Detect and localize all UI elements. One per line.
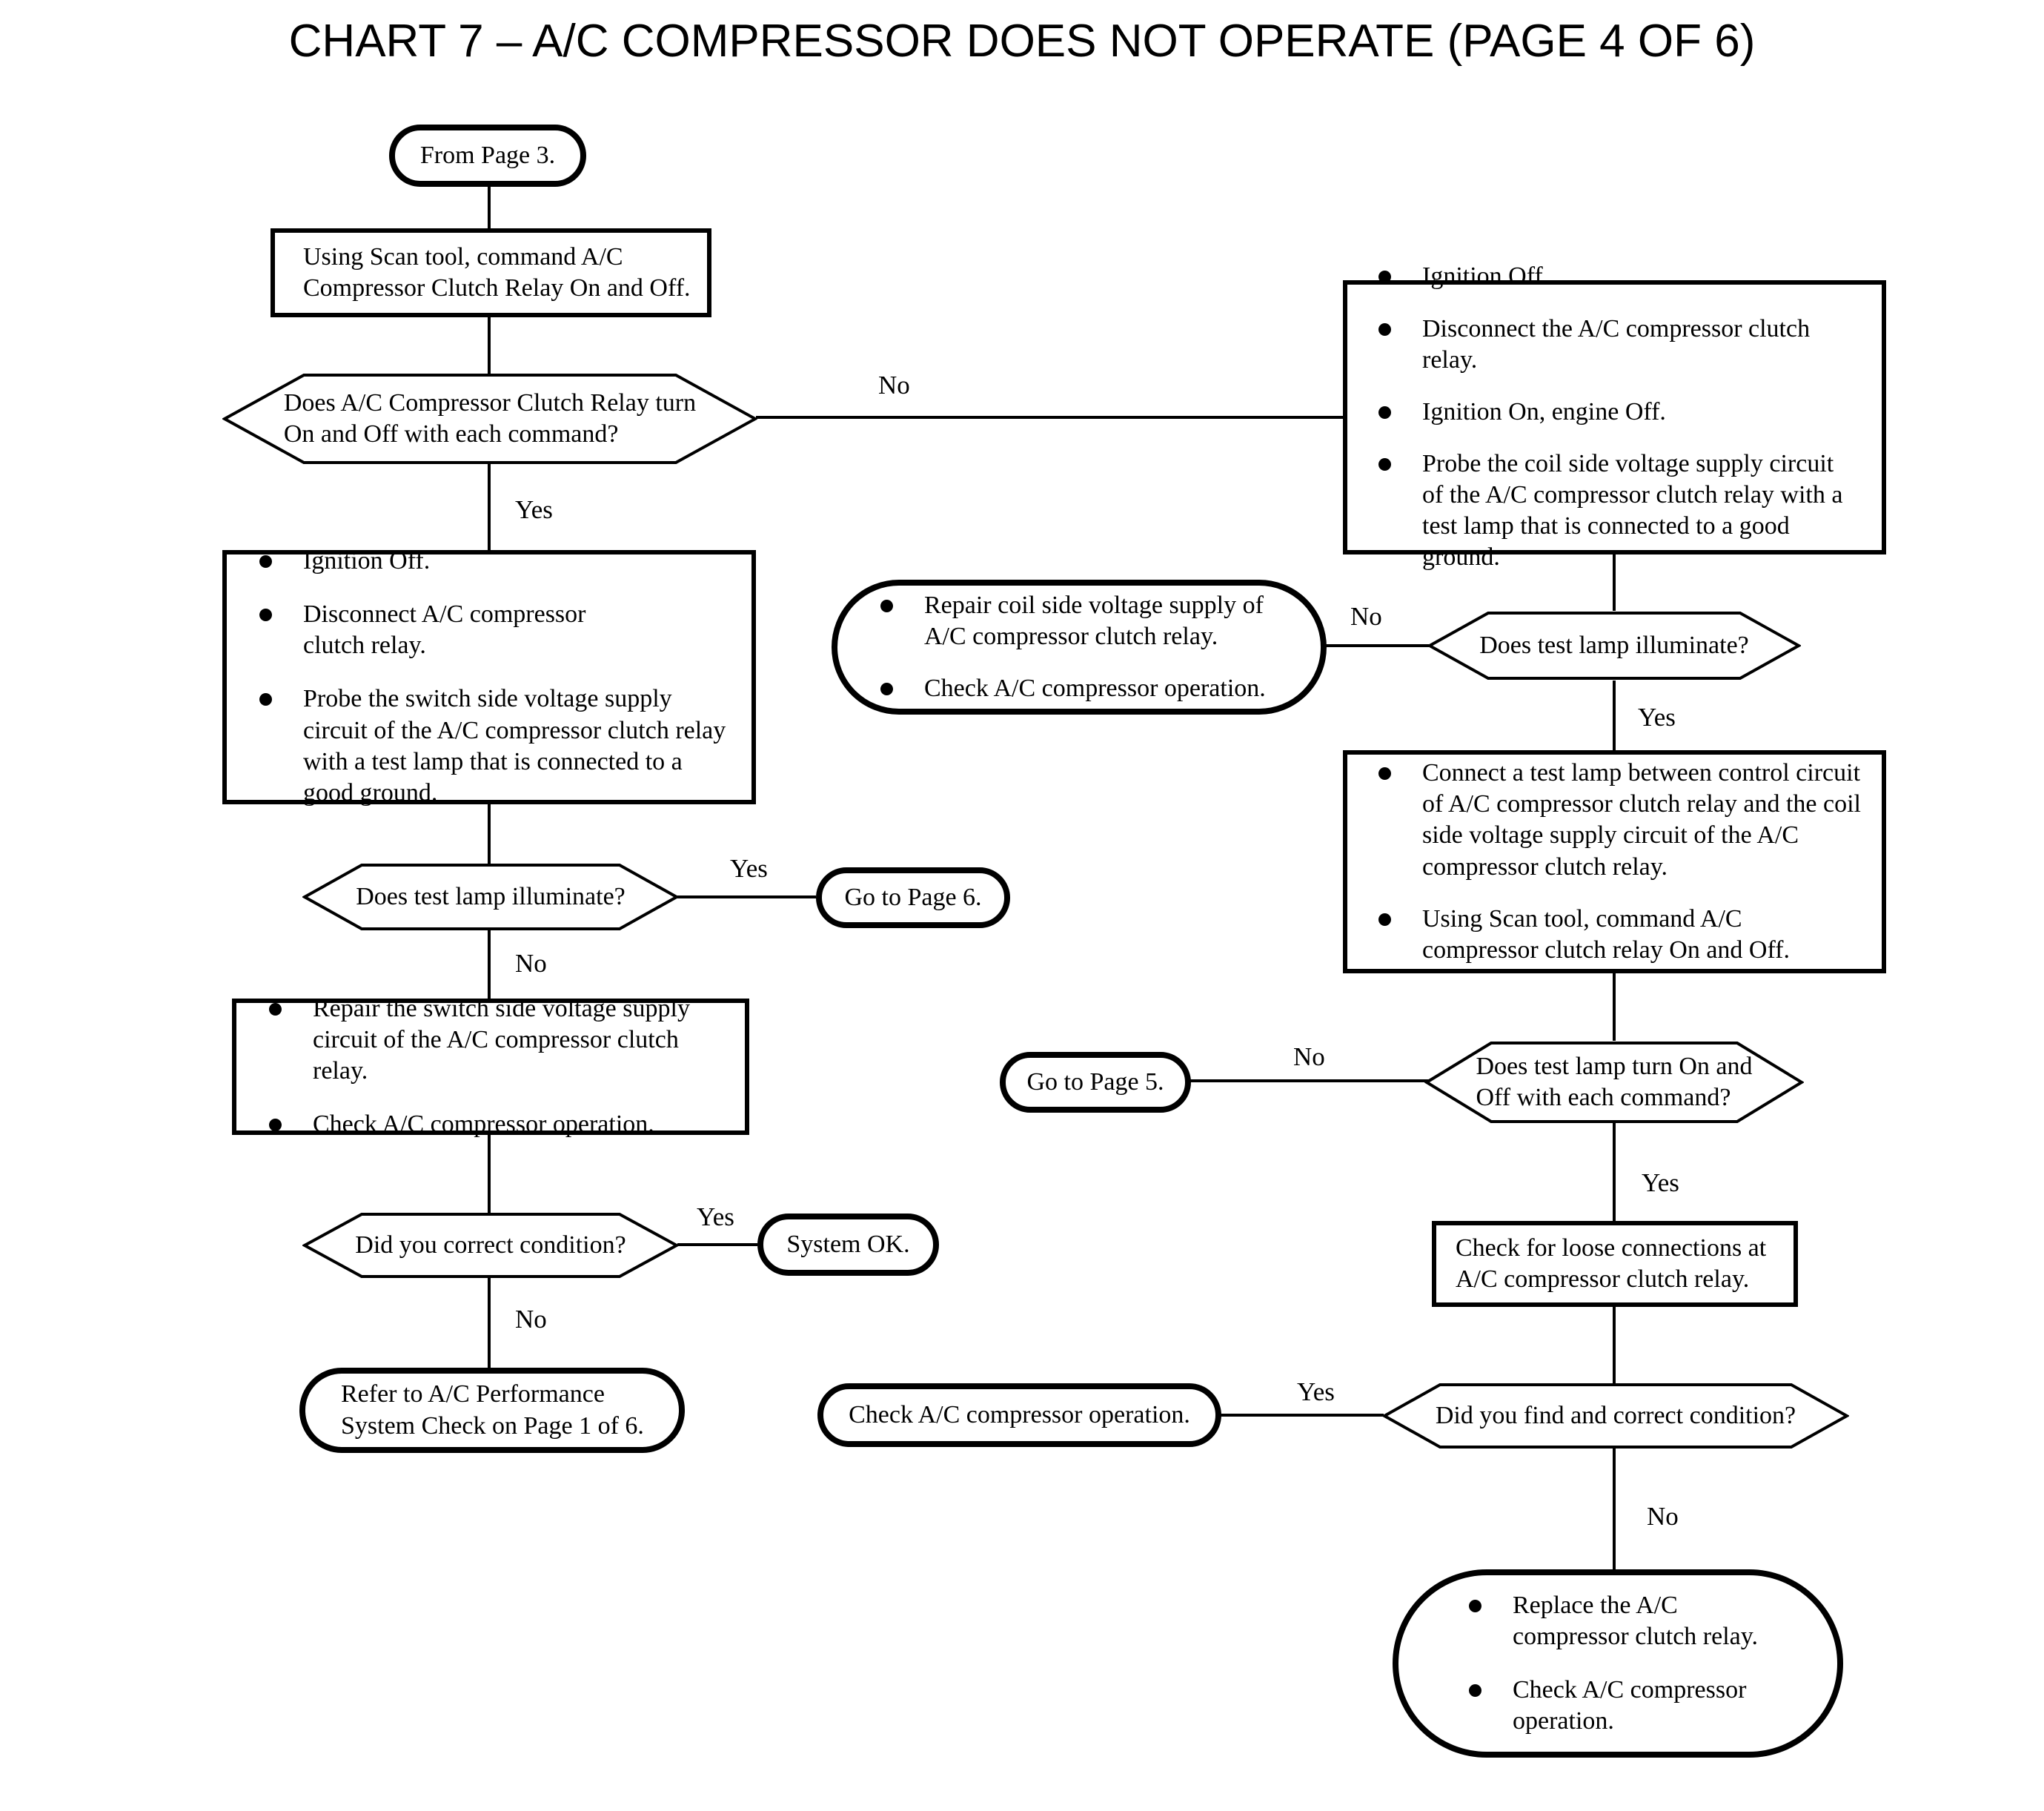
bullet-item	[1378, 261, 1861, 292]
flow-line	[488, 316, 491, 374]
node-text: Check for loose connections at	[1456, 1234, 1767, 1262]
bullet-icon	[1378, 767, 1391, 780]
node-text: On and Off with each command?	[283, 420, 619, 448]
node-text: Check A/C compressor operation.	[313, 1110, 654, 1139]
flow-line	[488, 185, 491, 230]
node-text: Did you correct condition?	[355, 1231, 626, 1259]
edge-label-no: No	[515, 1305, 547, 1334]
bullet-icon	[1378, 323, 1391, 336]
node-text: Off with each command?	[1476, 1084, 1731, 1111]
process-switch-side-steps	[222, 546, 756, 807]
node-text: Ignition Off.	[303, 546, 431, 575]
node-text: Ignition On, engine Off.	[1422, 397, 1666, 426]
node-text: Probe the switch side voltage supply circuit of the A/C compressor clutch relay with a test lamp that is connected to a good ground.	[303, 685, 726, 807]
node-text: Using Scan tool, command A/C compressor clutch relay On and Off.	[1422, 904, 1790, 964]
bullet-icon	[880, 600, 893, 612]
node-text: Repair coil side voltage supply of A/C compressor clutch relay.	[924, 591, 1264, 650]
edge-label-yes: Yes	[1642, 1168, 1679, 1197]
bullet-icon	[259, 555, 272, 568]
bullet-icon	[880, 683, 893, 695]
edge-label-no: No	[515, 949, 547, 978]
bullet-icon	[259, 609, 272, 621]
node-text: Disconnect A/C compressor clutch relay.	[303, 600, 586, 660]
flow-line	[488, 463, 491, 550]
edge-label-yes: Yes	[1638, 703, 1676, 732]
flow-line	[1220, 1414, 1384, 1417]
bullet-item	[1469, 1675, 1793, 1737]
node-text: Does A/C Compressor Clutch Relay turn	[283, 388, 697, 417]
node-text: System Check on Page 1 of 6.	[341, 1411, 644, 1440]
flow-line	[1613, 681, 1616, 750]
flow-line	[488, 803, 491, 864]
bullet-item	[259, 546, 729, 577]
node-text: Compressor Clutch Relay On and Off.	[303, 274, 691, 302]
bullet-icon	[1469, 1600, 1481, 1612]
flow-line	[488, 930, 491, 999]
node-text: Go to Page 5.	[1026, 1067, 1164, 1096]
node-text: Go to Page 6.	[844, 883, 982, 911]
node-text: Check A/C compressor operation.	[1513, 1676, 1747, 1735]
node-text: Refer to A/C Performance	[341, 1380, 605, 1408]
bullet-item	[1469, 1590, 1793, 1652]
bullet-item	[259, 599, 729, 661]
bullet-icon	[1378, 913, 1391, 926]
terminal-system-ok	[757, 1214, 939, 1276]
process-repair-switch-side	[232, 994, 749, 1139]
flow-line	[1613, 973, 1616, 1041]
decision-correct-condition	[302, 1212, 679, 1279]
flow-line	[1613, 1448, 1616, 1569]
terminal-goto-page-6	[816, 867, 1010, 928]
edge-label-yes: Yes	[515, 495, 553, 524]
node-text: Repair the switch side voltage supply circuit of the A/C compressor clutch relay.	[313, 994, 690, 1085]
decision-test-lamp-right	[1427, 611, 1801, 681]
bullet-item	[1378, 314, 1861, 376]
node-text: Does test lamp turn On and	[1476, 1052, 1753, 1080]
edge-label-yes: Yes	[697, 1202, 734, 1231]
page-title: CHART 7 – A/C COMPRESSOR DOES NOT OPERATE (PAGE 4 OF 6)	[288, 16, 1756, 67]
flow-line	[1325, 644, 1429, 647]
flow-line	[756, 416, 1344, 419]
edge-label-yes: Yes	[1297, 1377, 1335, 1406]
bullet-icon	[259, 693, 272, 706]
terminal-check-operation	[817, 1383, 1221, 1447]
edge-label-no: No	[1647, 1502, 1679, 1531]
bullet-icon	[1378, 458, 1391, 471]
edge-label-yes: Yes	[730, 854, 768, 883]
node-text: Check A/C compressor operation.	[849, 1400, 1190, 1428]
bullet-item	[880, 673, 1291, 704]
process-coil-side-steps	[1343, 262, 1886, 572]
bullet-item	[1378, 758, 1861, 883]
flow-line	[677, 895, 816, 898]
edge-label-no: No	[878, 371, 910, 400]
bullet-item	[1378, 448, 1861, 574]
edge-label-no: No	[1293, 1042, 1325, 1071]
node-text: System OK.	[786, 1230, 910, 1258]
terminal-replace-relay	[1393, 1569, 1843, 1758]
bullet-item	[269, 1109, 723, 1140]
bullet-item	[1378, 397, 1861, 428]
flow-line	[1613, 1307, 1616, 1384]
decision-lamp-toggle	[1424, 1041, 1804, 1124]
decision-find-correct	[1382, 1383, 1849, 1449]
bullet-item	[259, 683, 729, 809]
terminal-refer-performance	[299, 1368, 685, 1453]
decision-test-lamp-left	[302, 863, 679, 931]
bullet-icon	[1378, 271, 1391, 283]
terminal-goto-page-5	[1000, 1052, 1191, 1113]
flow-line	[488, 1133, 491, 1214]
flow-line	[1613, 1121, 1616, 1221]
bullet-icon	[269, 1119, 282, 1131]
flow-line	[1189, 1079, 1429, 1082]
node-text: Disconnect the A/C compressor clutch relay.	[1422, 314, 1811, 374]
bullet-item	[880, 590, 1291, 652]
flow-line	[488, 1277, 491, 1368]
node-text: Using Scan tool, command A/C	[303, 242, 623, 271]
bullet-item	[269, 993, 723, 1087]
node-text: Ignition Off.	[1422, 262, 1550, 291]
terminal-from-page-3	[389, 125, 586, 187]
bullet-icon	[1469, 1684, 1481, 1697]
terminal-repair-coil-side	[832, 580, 1327, 715]
flow-line	[677, 1243, 757, 1246]
decision-relay-toggle	[222, 373, 757, 465]
node-text: Check A/C compressor operation.	[924, 675, 1266, 703]
process-connect-test-lamp	[1343, 750, 1886, 973]
bullet-icon	[1378, 406, 1391, 419]
node-text: Probe the coil side voltage supply circuit of the A/C compressor clutch relay with a test lamp that is connected to a good ground.	[1422, 450, 1843, 572]
node-text: From Page 3.	[419, 141, 556, 169]
node-text: Does test lamp illuminate?	[1479, 631, 1749, 659]
node-text: A/C compressor clutch relay.	[1456, 1265, 1750, 1293]
process-check-loose-connections	[1432, 1221, 1798, 1307]
edge-label-no: No	[1350, 602, 1382, 631]
bullet-icon	[269, 1003, 282, 1016]
bullet-item	[1378, 904, 1861, 966]
node-text: Replace the A/C compressor clutch relay.	[1513, 1591, 1759, 1650]
node-text: Connect a test lamp between control circuit of A/C compressor clutch relay and the coil side voltage supply circuit of the A/C compressor clutch relay.	[1422, 759, 1861, 881]
node-text: Does test lamp illuminate?	[356, 882, 626, 910]
process-command-relay	[271, 228, 711, 317]
node-text: Did you find and correct condition?	[1435, 1401, 1796, 1429]
